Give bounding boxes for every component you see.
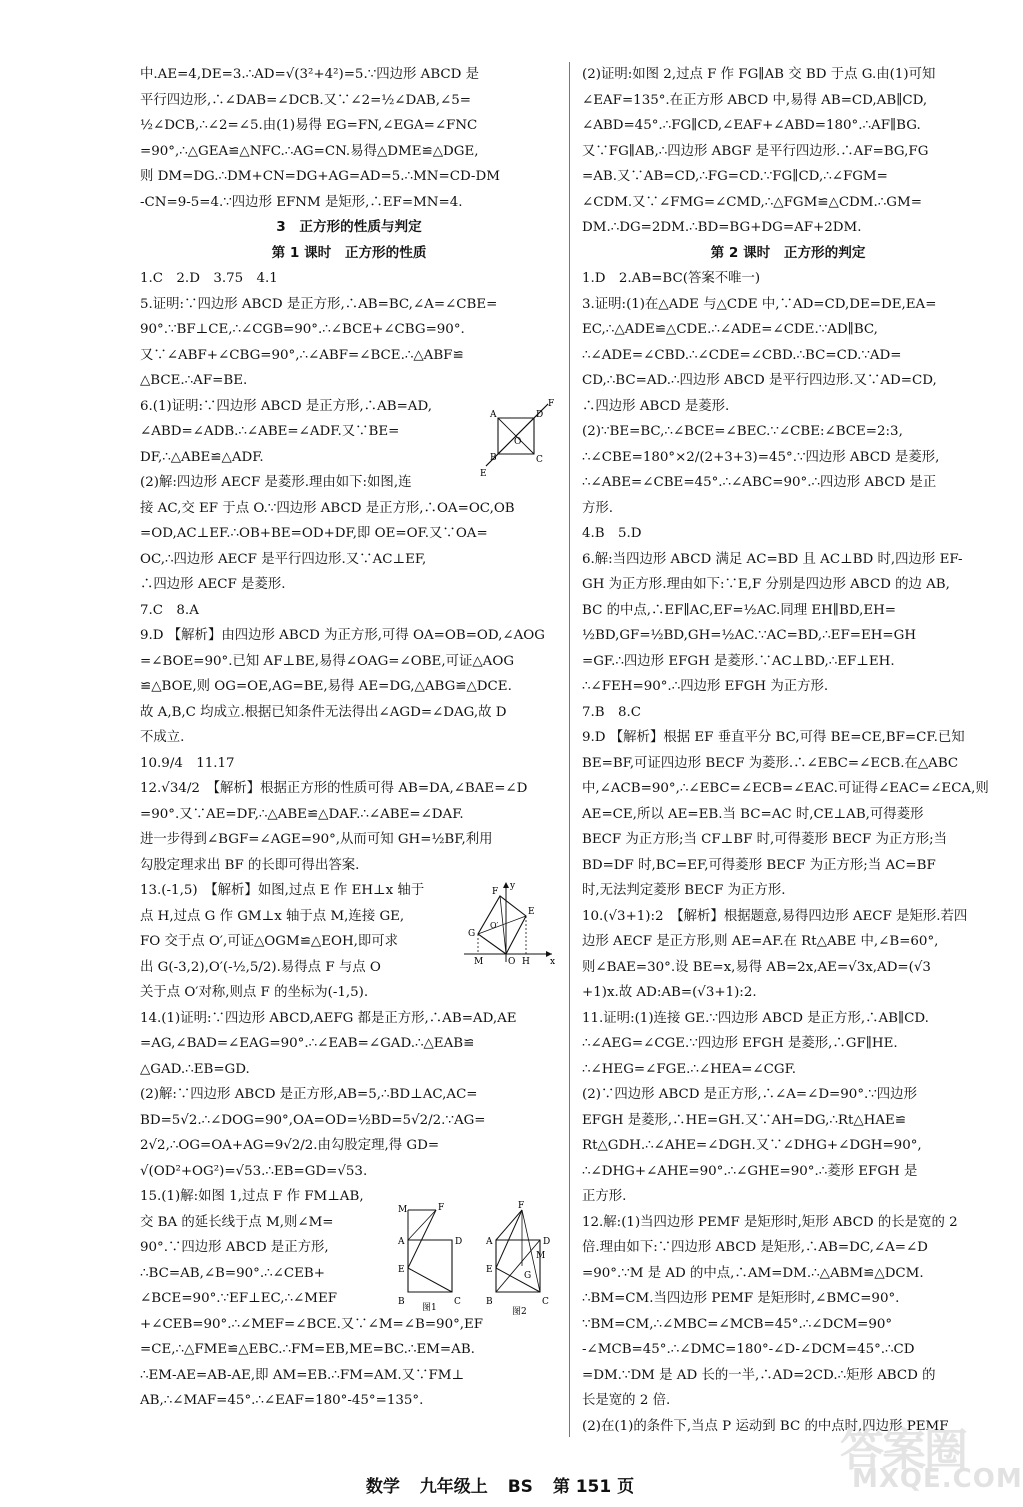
text-line: ∴∠HEG=∠FGE.∴∠HEA=∠CGF. <box>582 1061 797 1077</box>
text-line: 时,无法判定菱形 BECF 为正方形. <box>582 883 786 898</box>
figure-problem-15-1 <box>390 1200 470 1312</box>
text-line: =AG,∠BAD=∠EAG=90°.∴∠EAB=∠GAD.∴△EAB≌ <box>140 1036 475 1051</box>
section-title: 3 正方形的性质与判定 <box>276 219 422 235</box>
footer-grade: 九年级上 <box>419 1477 488 1497</box>
text-line: ∴EM-AE=AB-AE,即 AM=EB.∴FM=AM.又∵FM⊥ <box>140 1367 465 1383</box>
text-line: 7.C 8.A <box>140 602 199 618</box>
fig-label: C <box>536 455 543 465</box>
fig-label: G <box>524 1271 532 1281</box>
right-column <box>582 62 994 1439</box>
text-line: △BCE.∴AF=BE. <box>140 373 248 388</box>
rhombus-square-diagram <box>478 400 560 480</box>
text-line: BECF 为正方形;当 CF⊥BF 时,可得菱形 BECF 为正方形;当 <box>582 832 947 847</box>
text-line: ∠ABD=45°.∴FG∥CD,∠EAF+∠ABD=180°.∴AF∥BG. <box>582 118 921 133</box>
text-line: 7.B 8.C <box>582 704 642 720</box>
text-line: ∴四边形 AECF 是菱形. <box>140 577 286 592</box>
text-line: 又∵∠ABF+∠CBG=90°,∴∠ABF=∠BCE.∴△ABF≌ <box>140 347 464 363</box>
fig-label: O <box>514 437 522 447</box>
text-line: √(OD²+OG²)=√53.∴EB=GD=√53. <box>140 1163 368 1179</box>
text-line: 交 BA 的延长线于点 M,则∠M= <box>140 1214 334 1230</box>
fig-label: M <box>474 957 484 967</box>
text-line: +∠CEB=90°.∴∠MEF=∠BCE.又∵∠M=∠B=90°,EF <box>140 1316 484 1332</box>
watermark-url: MXQE.COM <box>852 1464 1023 1494</box>
fig-label: E <box>528 907 535 917</box>
fig-label: D <box>536 410 544 420</box>
text-line: BE=BF,可证四边形 BECF 为菱形.∴∠EBC=∠ECB.在△ABC <box>582 755 959 771</box>
text-line: △GAD.∴EB=GD. <box>140 1061 250 1077</box>
text-line: AE=CE,所以 AE=EB.当 BC=AC 时,CE⊥AB,可得菱形 <box>582 806 924 822</box>
fig-label: B <box>398 1297 405 1307</box>
text-line: 又∵FG∥AB,∴四边形 ABGF 是平行四边形.∴AF=BG,FG <box>582 143 929 159</box>
fig-label: D <box>455 1237 463 1247</box>
text-line: (2)证明:如图 2,过点 F 作 FG∥AB 交 BD 于点 G.由(1)可知 <box>582 67 936 82</box>
text-line: -CN=9-5=4.∵四边形 EFNM 是矩形,∴EF=MN=4. <box>140 194 463 210</box>
text-line: 2√2,∴OG=OA+AG=9√2/2.由勾股定理,得 GD= <box>140 1138 440 1153</box>
text-line: 6.(1)证明:∵四边形 ABCD 是正方形,∴AB=AD, <box>140 398 432 414</box>
text-line: 点 H,过点 G 作 GM⊥x 轴于点 M,连接 GE, <box>140 908 405 924</box>
footer-subject: 数学 <box>365 1477 400 1497</box>
fig-label: C <box>542 1297 549 1307</box>
fig-label: A <box>398 1237 405 1247</box>
text-line: =DM.∵DM 是 AD 长的一半,∴AD=2CD.∴矩形 ABCD 的 <box>582 1367 936 1383</box>
text-line: 3.证明:(1)在△ADE 与△CDE 中,∵AD=CD,DE=DE,EA= <box>582 296 937 312</box>
fig-label: E <box>486 1265 493 1275</box>
text-line: 9.D 【解析】根据 EF 垂直平分 BC,可得 BE=CE,BF=CF.已知 <box>582 730 965 745</box>
text-line: BC 的中点,∴EF∥AC,EF=½AC.同理 EH∥BD,EH= <box>582 602 897 618</box>
text-line: 中.AE=4,DE=3.∴AD=√(3²+4²)=5.∵四边形 ABCD 是 <box>140 67 480 82</box>
watermark <box>840 1414 1023 1499</box>
text-line: ≌△BOE,则 OG=OE,AG=BE,易得 AE=DG,△ABG≌△DCE. <box>140 679 512 694</box>
text-line: ∴∠AEG=∠CGE.∵四边形 EFGH 是菱形,∴GF∥HE. <box>582 1036 898 1051</box>
square-diagram-1 <box>390 1200 470 1312</box>
text-line: Rt△GDH.∴∠AHE=∠DGH.又∵∠DHG+∠DGH=90°, <box>582 1138 922 1153</box>
text-line: BD=5√2.∴∠DOG=90°,OA=OD=½BD=5√2/2.∵AG= <box>140 1112 486 1128</box>
text-line: ∴BM=CM.当四边形 PEMF 是矩形时,∠BMC=90°. <box>582 1291 900 1306</box>
fig-label: A <box>490 410 497 420</box>
fig-label: F <box>548 399 555 409</box>
fig-label: F <box>518 1201 525 1211</box>
figure-problem-13 <box>460 878 560 966</box>
text-line: 9.D 【解析】由四边形 ABCD 为正方形,可得 OA=OB=OD,∠AOG <box>140 628 545 643</box>
text-line: =AB.又∵AB=CD,∴FG=CD.∵FG∥CD,∴∠FGM= <box>582 169 888 184</box>
text-line: =GF.∴四边形 EFGH 是菱形.∵AC⊥BD,∴EF⊥EH. <box>582 653 895 669</box>
fig-label: C <box>454 1297 461 1307</box>
text-line: EC,∴△ADE≌△CDE.∴∠ADE=∠CDE.∵AD∥BC, <box>582 322 878 337</box>
fig-label: M <box>536 1251 546 1261</box>
text-line: =90°,∴△GEA≌△NFC.∴AG=CN.易得△DME≌△DGE, <box>140 143 479 159</box>
text-line: ∴∠ABE=∠CBE=45°.∴∠ABC=90°.∴四边形 ABCD 是正 <box>582 475 937 490</box>
text-line: 关于点 O′对称,则点 F 的坐标为(-1,5). <box>140 985 369 1000</box>
text-line: 5.证明:∵四边形 ABCD 是正方形,∴AB=BC,∠A=∠CBE= <box>140 296 498 312</box>
text-line: AB,∴∠MAF=45°.∴∠EAF=180°-45°=135°. <box>140 1393 424 1408</box>
text-line: =90°.又∵AE=DF,∴△ABE≌△DAF.∴∠ABE=∠DAF. <box>140 806 464 822</box>
lesson-title: 第 2 课时 正方形的判定 <box>710 244 866 261</box>
text-line: =OD,AC⊥EF.∴OB+BE=OD+DF,即 OE=OF.又∵OA= <box>140 526 488 541</box>
text-line: ∠CDM.又∵∠FMG=∠CMD,∴△FGM≌△CDM.∴GM= <box>582 194 922 210</box>
text-line: ∴BC=AB,∠B=90°.∴∠CEB+ <box>140 1265 325 1281</box>
text-line: 13.(-1,5) 【解析】如图,过点 E 作 EH⊥x 轴于 <box>140 883 425 898</box>
text-line: DM.∴DG=2DM.∴BD=BG+DG=AF+2DM. <box>582 220 862 235</box>
fig-label: D <box>543 1237 551 1247</box>
text-line: 出 G(-3,2),O′(-½,5/2).易得点 F 与点 O <box>140 959 381 975</box>
fig-label: x <box>550 957 556 967</box>
text-line: OC,∴四边形 AECF 是平行四边形.又∵AC⊥EF, <box>140 551 427 567</box>
figure-caption: 图2 <box>512 1307 527 1317</box>
text-line: 进一步得到∠BGF=∠AGE=90°,从而可知 GH=½BF,利用 <box>140 832 493 847</box>
text-line: ∴∠CBE=180°×2/(2+3+3)=45°.∵四边形 ABCD 是菱形, <box>582 449 940 465</box>
text-line: 10.(√3+1):2 【解析】根据题意,易得四边形 AECF 是矩形.若四 <box>582 908 968 924</box>
text-line: (2)∵四边形 ABCD 是正方形,∴∠A=∠D=90°.∵四边形 <box>582 1087 917 1102</box>
fig-label: E <box>480 469 487 479</box>
text-line: 1.D 2.AB=BC(答案不唯一) <box>582 271 761 286</box>
text-line: ½BD,GF=½BD,GH=½AC.∵AC=BD,∴EF=EH=GH <box>582 628 917 643</box>
fig-label: F <box>492 887 499 897</box>
text-line: +1)x.故 AD:AB=(√3+1):2. <box>582 985 757 1000</box>
text-line: 10.9/4 11.17 <box>140 755 235 771</box>
text-line: 11.证明:(1)连接 GE.∵四边形 ABCD 是正方形,∴AB∥CD. <box>582 1010 929 1026</box>
text-line: ∴∠ADE=∠CBD.∴∠CDE=∠CBD.∴BC=CD.∵AD= <box>582 347 902 363</box>
lesson-title: 第 1 课时 正方形的性质 <box>271 244 427 261</box>
text-line: 边形 AECF 是正方形,则 AE=AF.在 Rt△ABE 中,∠B=60°, <box>582 934 939 949</box>
text-line: ½∠DCB,∴∠2=∠5.由(1)易得 EG=FN,∠EGA=∠FNC <box>140 118 478 133</box>
text-line: BD=DF 时,BC=EF,可得菱形 BECF 为正方形;当 AC=BF <box>582 857 936 873</box>
text-line: 1.C 2.D 3.75 4.1 <box>140 271 278 286</box>
text-line: 故 A,B,C 均成立.根据已知条件无法得出∠AGD=∠DAG,故 D <box>140 704 507 720</box>
text-line: 倍.理由如下:∵四边形 ABCD 是矩形,∴AB=DC,∠A=∠D <box>582 1240 928 1255</box>
text-line: 平行四边形,∴∠DAB=∠DCB.又∵∠2=½∠DAB,∠5= <box>140 92 471 108</box>
text-line: ∴四边形 ABCD 是菱形. <box>582 398 730 414</box>
fig-label: O′ <box>490 921 499 930</box>
fig-label: B <box>486 1297 493 1307</box>
text-line: ∠EAF=135°.在正方形 ABCD 中,易得 AB=CD,AB∥CD, <box>582 92 928 108</box>
text-line: FO 交于点 O′,可证△OGM≌△EOH,即可求 <box>140 934 399 949</box>
text-line: 14.(1)证明:∵四边形 ABCD,AEFG 都是正方形,∴AB=AD,AE <box>140 1010 517 1026</box>
text-line: 12.解:(1)当四边形 PEMF 是矩形时,矩形 ABCD 的长是宽的 2 <box>582 1214 958 1230</box>
text-line: DF,∴△ABE≌△ADF. <box>140 449 264 465</box>
text-line: 正方形. <box>582 1189 627 1204</box>
fig-label: F <box>438 1203 445 1213</box>
text-line: -∠MCB=45°.∴∠DMC=180°-∠D-∠DCM=45°.∴CD <box>582 1342 915 1357</box>
text-line: ∠BCE=90°.∵EF⊥EC,∴∠MEF <box>140 1291 338 1306</box>
fig-label: E <box>398 1265 405 1275</box>
text-line: 90°.∵BF⊥CE,∴∠CGB=90°.∴∠BCE+∠CBG=90°. <box>140 322 465 337</box>
watermark-logo: 答案圈 <box>840 1425 966 1476</box>
text-line: GH 为正方形.理由如下:∵E,F 分别是四边形 ABCD 的边 AB, <box>582 577 950 592</box>
footer-page-number: 第 151 页 <box>552 1477 635 1497</box>
text-line: ∴∠DHG+∠AHE=90°.∴∠GHE=90°.∴菱形 EFGH 是 <box>582 1163 918 1179</box>
figure-problem-15-2 <box>478 1200 562 1318</box>
fig-label: B <box>490 453 497 463</box>
text-line: (2)解:四边形 AECF 是菱形.理由如下:如图,连 <box>140 475 412 490</box>
text-line: 15.(1)解:如图 1,过点 F 作 FM⊥AB, <box>140 1189 364 1204</box>
column-divider <box>569 62 570 1437</box>
text-line: ∵BM=CM,∴∠MBC=∠MCB=45°.∴∠DCM=90° <box>582 1316 893 1332</box>
text-line: 长是宽的 2 倍. <box>582 1393 671 1408</box>
text-line: (2)∵BE=BC,∴∠BCE=∠BEC.∵∠CBE:∠BCE=2:3, <box>582 424 903 439</box>
text-line: ∴∠FEH=90°.∴四边形 EFGH 为正方形. <box>582 679 829 694</box>
text-line: 4.B 5.D <box>582 526 642 541</box>
text-line: 则 DM=DG.∴DM+CN=DG+AG=AD=5.∴MN=CD-DM <box>140 169 500 184</box>
figure-caption: 图1 <box>422 1303 437 1313</box>
text-line: 6.解:当四边形 ABCD 满足 AC=BD 且 AC⊥BD 时,四边形 EF- <box>582 551 963 567</box>
text-line: =∠BOE=90°.已知 AF⊥BE,易得∠OAG=∠OBE,可证△AOG <box>140 653 515 669</box>
text-line: 则∠BAE=30°.设 BE=x,易得 AB=2x,AE=√3x,AD=(√3 <box>582 959 931 975</box>
text-line: CD,∴BC=AD.∴四边形 ABCD 是平行四边形.又∵AD=CD, <box>582 373 937 388</box>
text-line: 接 AC,交 EF 于点 O.∵四边形 ABCD 是正方形,∴OA=OC,OB <box>140 500 515 516</box>
fig-label: O <box>508 957 516 967</box>
text-line: (2)解:∵四边形 ABCD 是正方形,AB=5,∴BD⊥AC,AC= <box>140 1087 478 1102</box>
text-line: (2)在(1)的条件下,当点 P 运动到 BC 的中点时,四边形 PEMF <box>582 1418 949 1434</box>
coordinate-diagram <box>460 878 560 966</box>
text-line: =CE,∴△FME≌△EBC.∴FM=EB,ME=BC.∴EM=AB. <box>140 1342 475 1357</box>
text-line: =90°.∵M 是 AD 的中点,∴AM=DM.∴△ABM≌△DCM. <box>582 1265 924 1281</box>
text-line: 方形. <box>582 500 614 516</box>
text-line: EFGH 是菱形,∴HE=GH.又∵AH=DG,∴Rt△HAE≌ <box>582 1112 907 1128</box>
footer-edition: BS <box>507 1477 533 1497</box>
fig-label: G <box>468 929 476 939</box>
text-line: 不成立. <box>140 730 185 745</box>
text-line: ∠ABD=∠ADB.∴∠ABE=∠ADF.又∵BE= <box>140 424 400 439</box>
figure-problem-6 <box>478 400 560 480</box>
fig-label: A <box>486 1237 493 1247</box>
fig-label: y <box>510 881 516 891</box>
text-line: 中,∠ACB=90°,∴∠EBC=∠ECB=∠EAC.可证得∠EAC=∠ECA,则 <box>582 781 989 796</box>
fig-label: H <box>522 957 530 967</box>
text-line: 12.√34/2 【解析】根据正方形的性质可得 AB=DA,∠BAE=∠D <box>140 781 528 796</box>
fig-label: M <box>398 1205 408 1215</box>
text-line: 勾股定理求出 BF 的长即可得出答案. <box>140 857 360 873</box>
square-diagram-2 <box>478 1200 562 1318</box>
text-line: 90°.∵四边形 ABCD 是正方形, <box>140 1240 329 1255</box>
